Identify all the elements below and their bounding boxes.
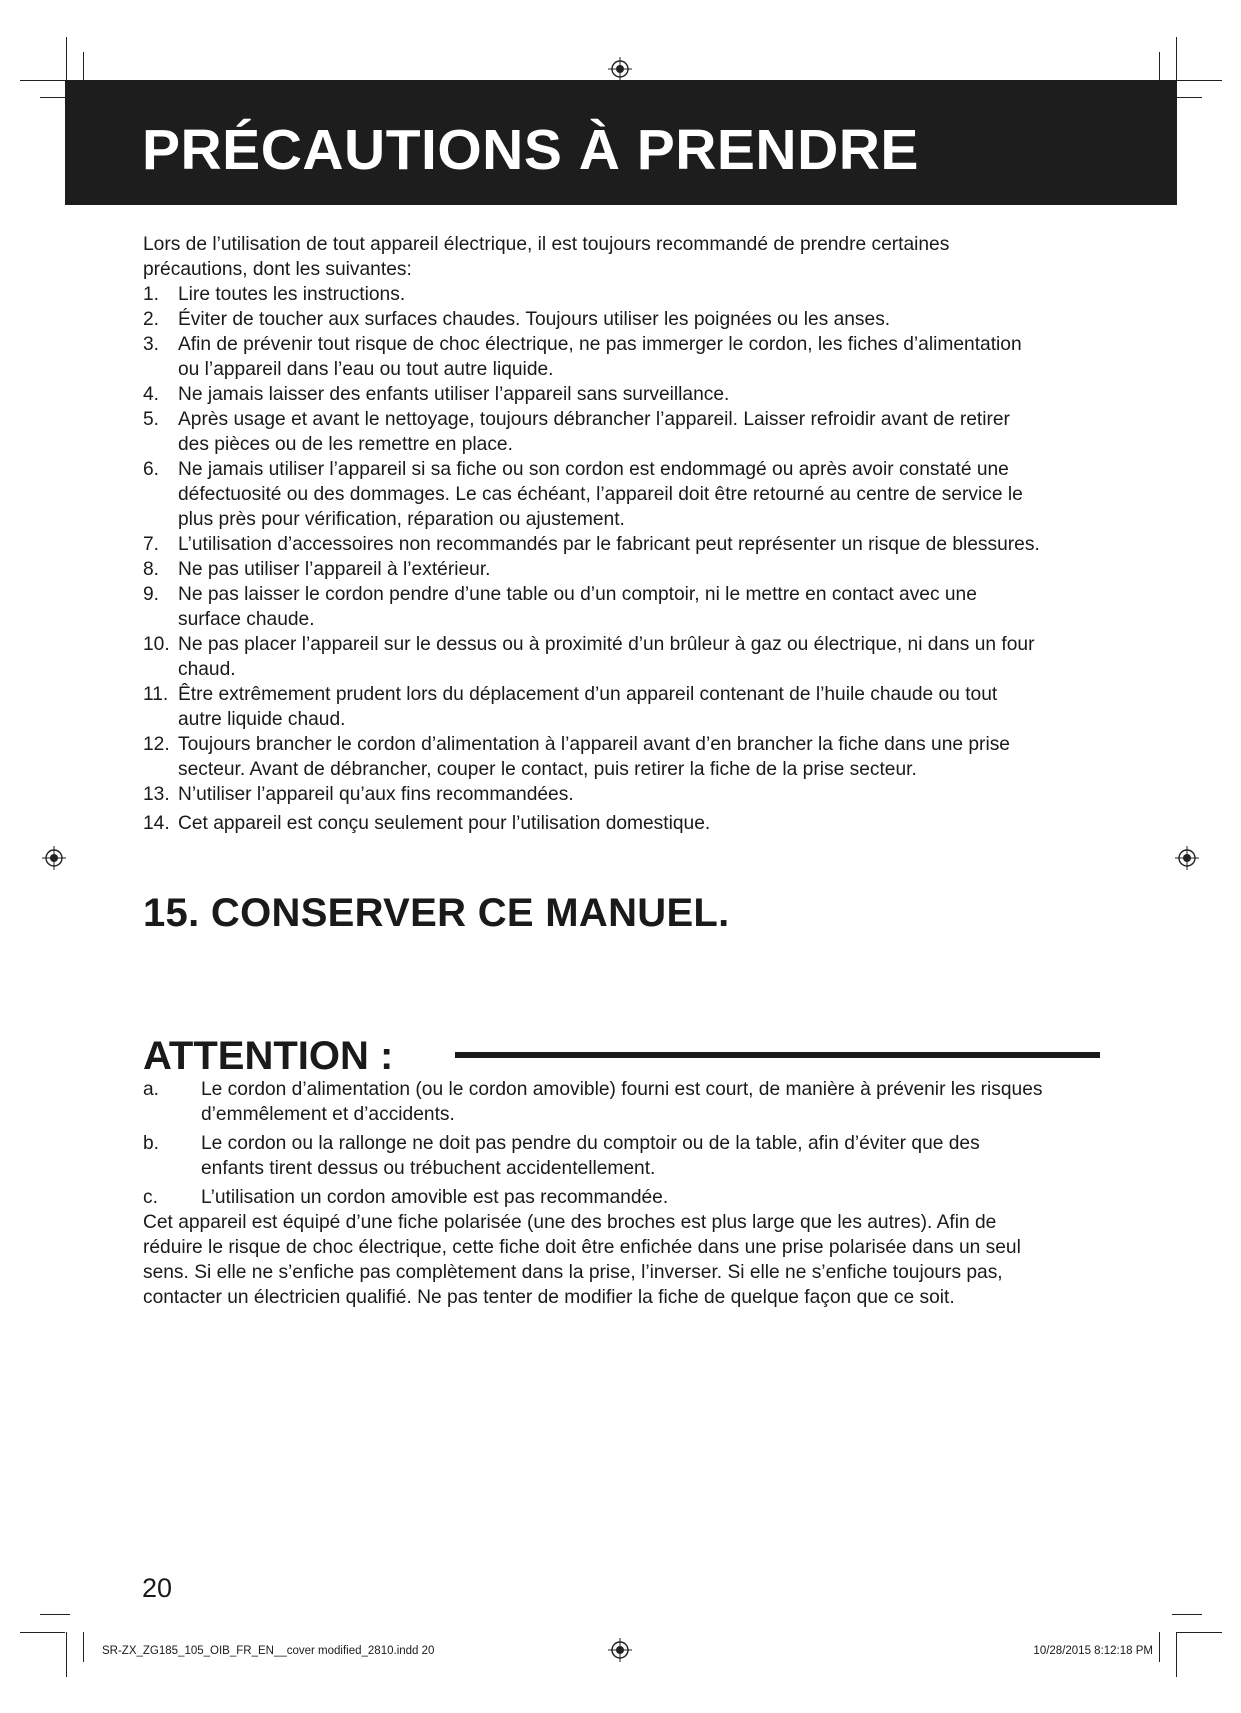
list-item <box>143 557 1043 582</box>
list-item <box>143 811 1043 836</box>
list-item <box>143 632 1043 682</box>
item-number: 5. <box>143 409 160 430</box>
item-text: Après usage et avant le nettoyage, toujours débrancher l’appareil. Laisser refroidir avant de retirer des pièces ou de les remettre en place. <box>178 409 1010 455</box>
item-text: L’utilisation un cordon amovible est pas recommandée. <box>201 1187 669 1208</box>
list-item <box>143 407 1043 457</box>
list-item <box>143 732 1043 782</box>
page-number: 20 <box>142 1573 173 1603</box>
item-number: 12. <box>143 734 170 755</box>
item-text: Toujours brancher le cordon d’alimentation à l’appareil avant d’en brancher la fiche dans une prise secteur. Avant de débrancher, couper le contact, puis retirer la fiche de la prise secteur. <box>178 734 1010 780</box>
crop-mark <box>20 80 65 81</box>
item-text: Cet appareil est conçu seulement pour l’utilisation domestique. <box>178 813 711 834</box>
list-item <box>143 282 1043 307</box>
item-number: 9. <box>143 584 160 605</box>
item-number: 13. <box>143 784 170 805</box>
list-item <box>143 382 1043 407</box>
item-number: 11. <box>143 684 169 705</box>
attention-heading: ATTENTION : <box>143 1034 394 1078</box>
registration-mark-icon <box>42 846 66 870</box>
list-item <box>143 532 1043 557</box>
list-item <box>143 307 1043 332</box>
list-item <box>143 782 1043 807</box>
item-number: 4. <box>143 384 160 405</box>
item-text: L’utilisation d’accessoires non recommandés par le fabricant peut représenter un risque de blessures. <box>178 534 1040 555</box>
crop-mark <box>1177 1632 1222 1633</box>
precautions-list <box>143 282 1043 836</box>
item-text: Ne pas placer l’appareil sur le dessus ou à proximité d’un brûleur à gaz ou électrique, ni dans un four chaud. <box>178 634 1035 680</box>
item-text: Le cordon d’alimentation (ou le cordon amovible) fourni est court, de manière à prévenir les risques d’emmêlement et d’accidents. <box>201 1079 1043 1125</box>
registration-mark-icon <box>1175 846 1199 870</box>
registration-mark-icon <box>608 1638 632 1662</box>
item-text: Être extrêmement prudent lors du déplacement d’un appareil contenant de l’huile chaude ou tout autre liquide chaud. <box>178 684 998 730</box>
item-number: 14. <box>143 813 170 834</box>
list-item <box>143 582 1043 632</box>
item-number: 1. <box>143 284 160 305</box>
item-text: Afin de prévenir tout risque de choc électrique, ne pas immerger le cordon, les fiches d’alimentation ou l’appareil dans l’eau ou tout autre liquide. <box>178 334 1022 380</box>
list-item <box>143 1077 1043 1127</box>
item-text: N’utiliser l’appareil qu’aux fins recommandées. <box>178 784 574 805</box>
crop-mark <box>1176 37 1177 85</box>
item-text: Ne pas utiliser l’appareil à l’extérieur. <box>178 559 491 580</box>
list-item <box>143 332 1043 382</box>
intro-text: Lors de l’utilisation de tout appareil électrique, il est toujours recommandé de prendre certaines précautions, dont les suivantes: <box>143 234 950 280</box>
attention-rule <box>455 1052 1100 1058</box>
item-number: 8. <box>143 559 160 580</box>
crop-mark <box>1159 1632 1160 1662</box>
crop-mark <box>40 1614 70 1615</box>
item-number: 10. <box>143 634 170 655</box>
save-manual-heading: 15. CONSERVER CE MANUEL. <box>143 891 730 935</box>
item-text: Lire toutes les instructions. <box>178 284 406 305</box>
list-item <box>143 1185 1043 1210</box>
item-text: Ne pas laisser le cordon pendre d’une table ou d’un comptoir, ni le mettre en contact avec une surface chaude. <box>178 584 977 630</box>
list-item <box>143 682 1043 732</box>
item-number: 7. <box>143 534 160 555</box>
crop-mark <box>83 1632 84 1662</box>
item-text: Le cordon ou la rallonge ne doit pas pendre du comptoir ou de la table, afin d’éviter que des enfants tirent dessus ou trébuchent accidentellement. <box>201 1133 980 1179</box>
footer-timestamp: 10/28/2015 8:12:18 PM <box>1033 1645 1153 1657</box>
crop-mark <box>1176 1632 1177 1677</box>
item-text: Ne jamais laisser des enfants utiliser l’appareil sans surveillance. <box>178 384 730 405</box>
list-item <box>143 1131 1043 1181</box>
footer-filename: SR-ZX_ZG185_105_OIB_FR_EN__cover modified_2810.indd 20 <box>102 1645 435 1657</box>
crop-mark <box>20 1632 65 1633</box>
crop-mark <box>1177 80 1222 81</box>
attention-section <box>143 1077 1043 1310</box>
item-number: 3. <box>143 334 160 355</box>
registration-mark-icon <box>608 57 632 81</box>
item-text: Éviter de toucher aux surfaces chaudes. Toujours utiliser les poignées ou les anses. <box>178 309 891 330</box>
header-bar <box>65 80 1177 205</box>
item-letter: a. <box>143 1079 160 1100</box>
item-letter: b. <box>143 1133 160 1154</box>
crop-mark <box>66 1632 67 1677</box>
item-number: 2. <box>143 309 160 330</box>
attention-list <box>143 1077 1043 1210</box>
page-title: PRÉCAUTIONS À PRENDRE <box>142 118 919 182</box>
item-text: Ne jamais utiliser l’appareil si sa fiche ou son cordon est endommagé ou après avoir constaté une défectuosité ou des dommages. Le cas échéant, l’appareil doit être retourné au centre de service le plus près pour vérification, réparation ou ajustement. <box>178 459 1023 530</box>
item-number: 6. <box>143 459 160 480</box>
crop-mark <box>66 37 67 85</box>
list-item <box>143 457 1043 532</box>
crop-mark <box>1172 1614 1202 1615</box>
item-letter: c. <box>143 1187 158 1208</box>
polarized-plug-paragraph: Cet appareil est équipé d’une fiche polarisée (une des broches est plus large que les autres). Afin de réduire le risque de choc électrique, cette fiche doit être enfichée dans une prise polarisée dans un seul sens. Si elle ne s’enfiche pas complètement dans la prise, l’inverser. Si elle ne s’enfiche toujours pas, contacter un électricien qualifié. Ne pas tenter de modifier la fiche de quelque façon que ce soit. <box>143 1212 1021 1308</box>
precautions-section <box>143 232 1043 836</box>
